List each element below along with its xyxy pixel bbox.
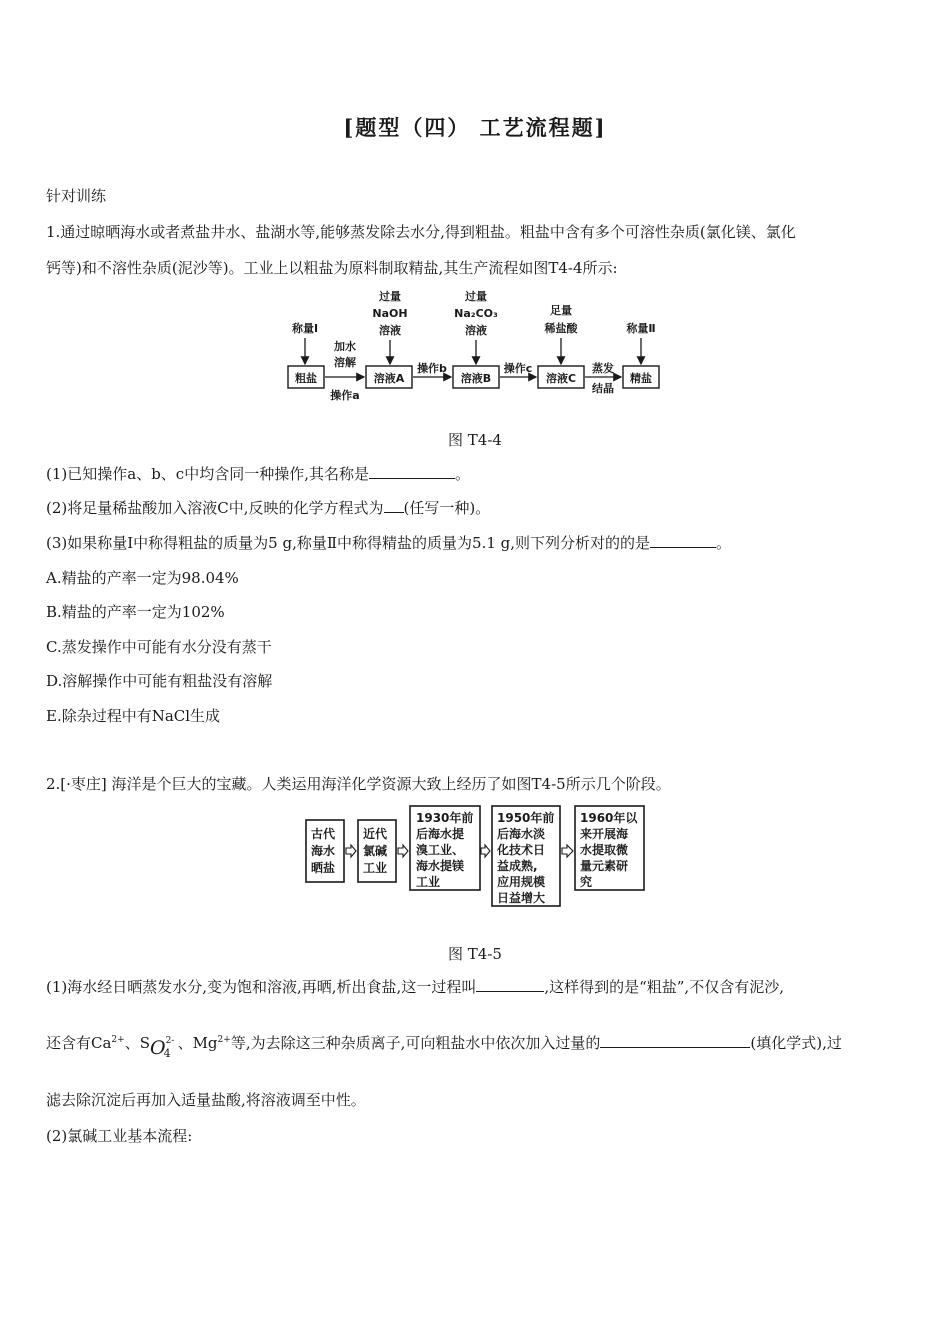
stage1-line3: 晒盐 [311,861,336,875]
reagent3-line2: 稀盐酸 [544,322,578,335]
step1-bottom: 操作a [330,389,360,402]
box-solution-b: 溶液B [460,372,492,385]
q1-sub2 [46,498,490,518]
reagent3-line1: 足量 [550,304,572,317]
option-e: E.除杂过程中有NaCl生成 [46,707,221,725]
stage-arrow-4 [562,845,573,857]
stage5-line1: 1960年以 [580,811,638,825]
option-a: A.精盐的产率一定为98.04% [46,569,239,587]
flow-diagram-t4-4 [270,284,690,404]
box-solution-a: 溶液A [373,372,405,385]
reagent1-line1: 过量 [379,290,401,303]
stage3-line2: 后海水提 [416,827,465,841]
stage1-line1: 古代 [311,827,336,841]
stage4-line3: 化技术日 [497,843,546,857]
stage2-line2: 氯碱 [363,844,388,858]
q2-sub1-text-c4: 等,为去除这三种杂质离子,可向粗盐水中依次加入过量的 [230,1034,601,1052]
stage3-line4: 海水提镁 [416,859,465,873]
stage4-line5: 应用规模 [497,875,546,889]
q2-sub1-text-c1: 还含有Ca [46,1034,112,1052]
q1-sub1 [46,464,470,484]
q1-sub3-text: (3)如果称量Ⅰ中称得粗盐的质量为5 g,称量Ⅱ中称得精盐的质量为5.1 g,则下列分析对的的是 [46,534,651,552]
option-d: D.溶解操作中可能有粗盐没有溶解 [46,672,273,690]
ca-charge: 2+ [111,1035,125,1045]
q1-sub3-end: 。 [716,534,732,552]
box-crude-salt: 粗盐 [295,372,317,385]
stage5-line2: 来开展海 [580,827,629,841]
q2-sub1-line1 [46,977,784,997]
page-title: [题型（四） 工艺流程题] [343,115,607,140]
q2-sub1-text-b: ,这样得到的是“粗盐”,不仅含有泥沙, [544,978,784,996]
q1-sub1-text: (1)已知操作a、b、c中均含同一种操作,其名称是 [46,465,369,483]
stage1-line2: 海水 [311,844,336,858]
reagent2-line3: 溶液 [465,324,487,337]
section-heading: 针对训练 [46,187,107,205]
stage4-line1: 1950年前 [497,811,555,825]
step4-line1: 蒸发 [592,362,614,375]
sulfate-charge: 2- [165,1036,175,1046]
q2-sub1-text-c3: 、Mg [177,1034,218,1052]
stage4-line4: 益成熟, [497,859,538,873]
q1-text-line2: 钙等)和不溶性杂质(泥沙等)。工业上以粗盐为原料制取精盐,其生产流程如图T4-4所示: [46,259,618,277]
stages-diagram-t4-5 [300,800,650,912]
q2-sub1-line2 [46,1030,842,1060]
q1-sub3 [46,533,731,553]
answer-blank-5[interactable] [600,1033,750,1048]
q2-sub1-text-a: (1)海水经日晒蒸发水分,变为饱和溶液,再晒,析出食盐,这一过程叫 [46,978,477,996]
sulfate-indices [163,1030,178,1060]
stage4-line2: 后海水淡 [497,827,546,841]
q2-text-line1: 2.[·枣庄] 海洋是个巨大的宝藏。人类运用海洋化学资源大致上经历了如图T4-5所示几个阶段。 [46,775,671,793]
reagent1-line2: NaOH [372,307,408,320]
figure-caption-t4-4: 图 T4-4 [448,431,502,449]
option-c: C.蒸发操作中可能有水分没有蒸干 [46,638,272,656]
stage-arrow-3 [481,845,490,857]
answer-blank-4[interactable] [476,977,544,992]
sulfate-subscript: 4 [163,1047,171,1060]
step3-label: 操作c [503,362,533,375]
reagent1-line3: 溶液 [379,324,401,337]
weigh1-label: 称量Ⅰ [291,322,319,335]
sulfate-o: O [149,1037,166,1059]
stage3-line1: 1930年前 [416,811,474,825]
stage5-line5: 究 [580,875,593,889]
stage2-line3: 工业 [363,861,388,875]
box-solution-c: 溶液C [545,372,577,385]
box-refined-salt: 精盐 [630,372,652,385]
reagent2-line1: 过量 [465,290,487,303]
stage-arrow-2 [398,845,408,857]
stage-arrow-1 [346,845,356,857]
figure-caption-t4-5: 图 T4-5 [448,945,502,963]
q2-sub1-text-c2: 、S [124,1034,150,1052]
step4-line2: 结晶 [592,382,614,395]
q1-sub2-text: (2)将足量稀盐酸加入溶液C中,反映的化学方程式为 [46,499,384,517]
weigh2-label: 称量Ⅱ [626,322,656,335]
q1-sub2-end: (任写一种)。 [403,499,491,517]
q2-sub1-line3: 滤去除沉淀后再加入适量盐酸,将溶液调至中性。 [46,1091,366,1109]
answer-blank-2[interactable] [384,498,404,513]
step2-label: 操作b [417,362,447,375]
option-b: B.精盐的产率一定为102% [46,603,225,621]
step1-top-line1: 加水 [334,340,356,353]
stage5-line3: 水提取微 [580,843,629,857]
stage3-line3: 溴工业、 [416,843,465,857]
reagent2-line2: Na₂CO₃ [454,307,498,320]
step1-top-line2: 溶解 [334,356,356,369]
q2-sub2: (2)氯碱工业基本流程: [46,1127,193,1145]
stage2-line1: 近代 [363,827,388,841]
stage4-line6: 日益增大 [497,891,546,905]
stage5-line4: 量元素研 [580,859,629,873]
q1-text-line1: 1.通过晾晒海水或者煮盐井水、盐湖水等,能够蒸发除去水分,得到粗盐。粗盐中含有多个可溶性杂质(氯化镁、氯化 [46,223,796,241]
answer-blank-3[interactable] [650,533,716,548]
answer-blank-1[interactable] [369,464,455,479]
stage3-line5: 工业 [416,875,441,889]
q1-sub1-end: 。 [454,465,470,483]
q2-sub1-text-c5: (填化学式),过 [750,1034,842,1052]
mg-charge: 2+ [217,1035,231,1045]
